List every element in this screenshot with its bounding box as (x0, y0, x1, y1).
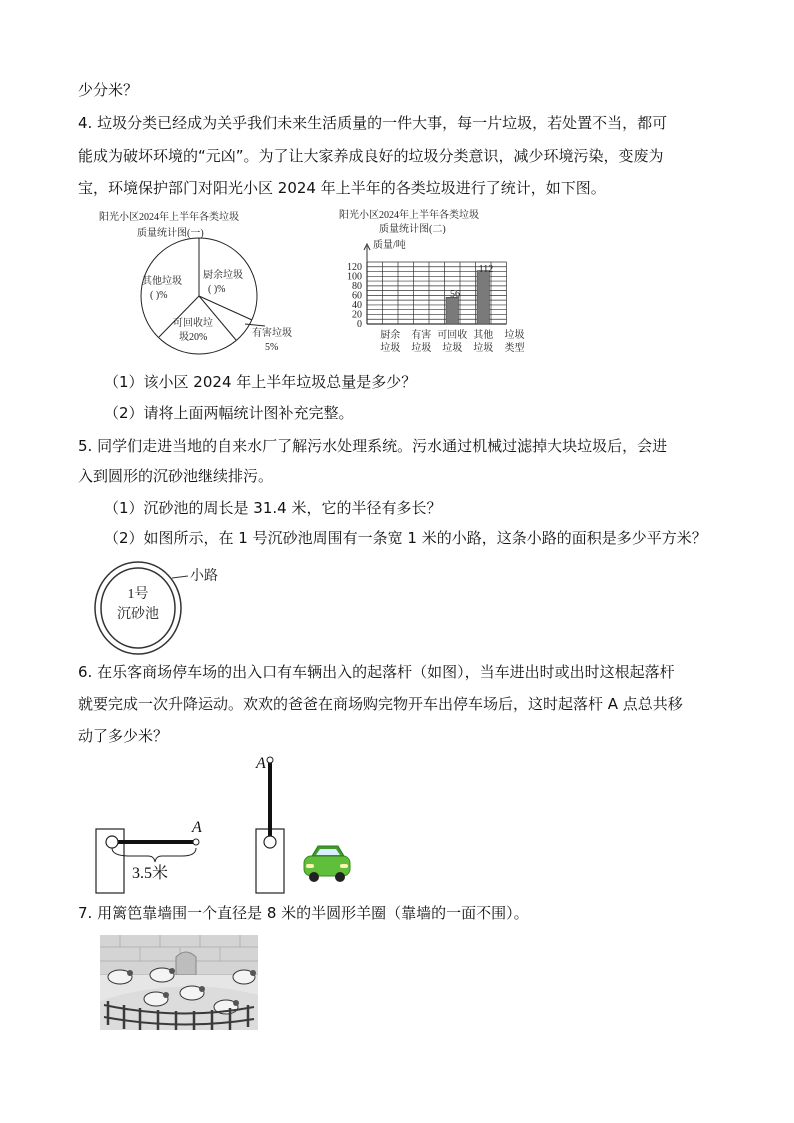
question-4-line-1: 4. 垃圾分类已经成为关乎我们未来生活质量的一件大事，每一片垃圾，若处置不当，都可 (78, 114, 668, 132)
question-6-line-1: 6. 在乐客商场停车场的出入口有车辆出入的起落杆（如图），当车进出时或出时这根起落杆 (78, 663, 675, 681)
pie-label-kitchen: 厨余垃圾 (203, 270, 243, 281)
y-tick-label: 120 (347, 261, 362, 273)
x-category-label: 有害 (411, 330, 432, 341)
x-category-label: 厨余 (380, 330, 401, 341)
question-5-sub-1: （1）沉砂池的周长是 31.4 米，它的半径有多长？ (104, 499, 442, 517)
point-a-label: A (256, 755, 266, 772)
question-6-line-2: 就要完成一次升降运动。欢欢的爸爸在商场购完物开车出停车场后，这时起落杆 A 点总共移 (78, 695, 683, 713)
x-axis-label: 类型 (504, 343, 525, 354)
x-axis-label: 垃圾 (504, 330, 525, 341)
bar-title-line-1: 阳光小区2024年上半年各类垃圾 (339, 210, 479, 221)
sheep-pen-image (100, 935, 258, 1030)
question-4-line-3: 宝，环境保护部门对阳光小区 2024 年上半年的各类垃圾进行了统计，如下图。 (78, 179, 606, 197)
question-5-sub-2: （2）如图所示，在 1 号沉砂池周围有一条宽 1 米的小路，这条小路的面积是多少平方米？ (104, 529, 707, 547)
pool-label-2: 沉砂池 (117, 607, 159, 622)
y-tick-label: 80 (352, 280, 362, 292)
gate-pivot-left (106, 836, 118, 848)
pool-figure (92, 560, 252, 660)
question-5-line-1: 5. 同学们走进当地的自来水厂了解污水处理系统。污水通过机械过滤掉大块垃圾后，会进 (78, 437, 668, 455)
pie-chart (95, 206, 315, 356)
x-category-label: 垃圾 (442, 343, 463, 354)
pie-label-recycle: 可回收垃 (173, 318, 213, 329)
pie-label-harmful: 有害垃圾 (252, 328, 292, 339)
pie-title-line-2: 质量统计图(一) (137, 228, 204, 239)
y-tick-label: 60 (352, 290, 362, 302)
point-a-label: A (192, 819, 202, 836)
pie-divider (159, 296, 199, 337)
pie-label-harmful-pct: 5% (265, 342, 279, 353)
bar-chart (335, 206, 545, 358)
harmful-pointer (245, 324, 265, 326)
question-7-line-1: 7. 用篱笆靠墙围一个直径是 8 米的半圆形羊圈（靠墙的一面不围）。 (78, 904, 529, 922)
x-category-label: 垃圾 (380, 343, 401, 354)
question-4-sub-2: （2）请将上面两幅统计图补充完整。 (104, 404, 354, 422)
pie-label-other-pct: ( )% (150, 290, 168, 301)
bar-value-label: 112 (478, 264, 494, 275)
question-4-line-2: 能成为破坏环境的“元凶”。为了让大家养成良好的垃圾分类意识，减少环境污染，变废为 (78, 147, 664, 165)
y-tick-label: 100 (347, 271, 362, 283)
pie-label-kitchen-pct: ( )% (208, 284, 226, 295)
bar-value-label: 56 (450, 289, 460, 300)
y-tick-label: 0 (357, 319, 362, 330)
road-pointer (172, 576, 188, 578)
x-category-label: 垃圾 (411, 343, 432, 354)
pie-label-other: 其他垃圾 (142, 276, 182, 287)
text-line: 少分米？ (78, 81, 139, 99)
question-5-line-2: 入到圆形的沉砂池继续排污。 (78, 467, 274, 485)
y-tick-label: 40 (352, 299, 362, 311)
bar (446, 297, 459, 324)
bar-title-line-2: 质量统计图(二) (379, 224, 446, 235)
point-a-left (193, 839, 199, 845)
length-label: 3.5米 (132, 865, 169, 882)
y-axis-label: 质量/吨 (373, 240, 406, 251)
pie-label-recycle-pct: 圾20% (179, 332, 208, 343)
road-label: 小路 (190, 569, 218, 584)
bar (477, 271, 490, 324)
pie-divider (199, 296, 252, 320)
car-icon (304, 846, 350, 882)
x-category-label: 其他 (473, 330, 494, 341)
gate-pivot-right (264, 836, 276, 848)
question-4-sub-1: （1）该小区 2024 年上半年垃圾总量是多少？ (104, 373, 417, 391)
x-category-label: 垃圾 (473, 343, 494, 354)
question-6-line-3: 动了多少米？ (78, 727, 169, 745)
pie-title-line-1: 阳光小区2024年上半年各类垃圾 (99, 212, 239, 223)
gate-figure (90, 752, 360, 897)
point-a-top (267, 757, 273, 763)
y-tick-label: 20 (352, 309, 362, 321)
pool-label-1: 1号 (127, 587, 149, 602)
x-category-label: 可回收 (437, 330, 468, 341)
